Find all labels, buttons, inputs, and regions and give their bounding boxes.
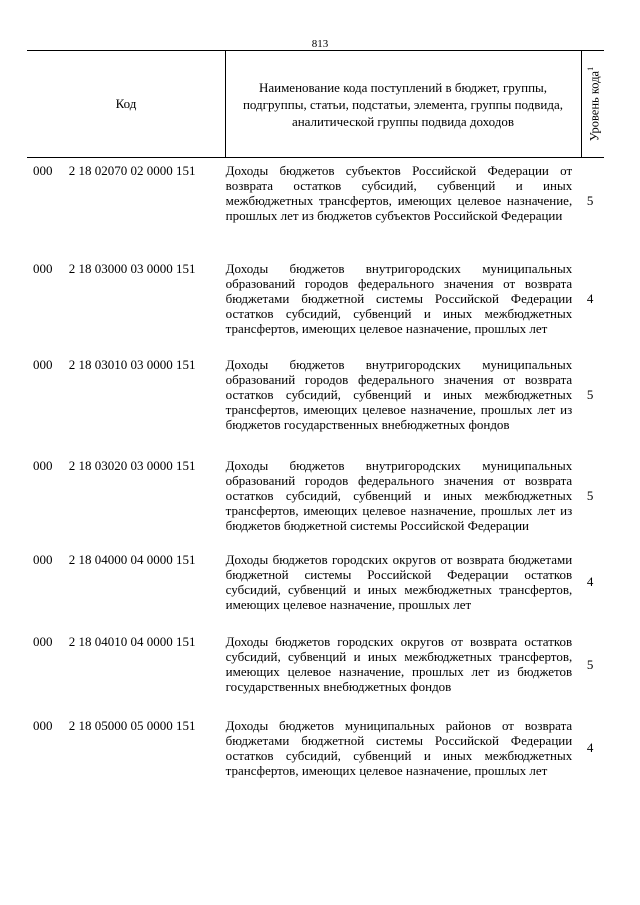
admin-code: 000 bbox=[33, 357, 53, 372]
table-body bbox=[27, 163, 604, 798]
page-number: 813 bbox=[311, 38, 329, 50]
table-row bbox=[27, 552, 604, 634]
revenue-code: 2 18 03000 03 0000 151 bbox=[68, 261, 196, 276]
revenue-code: 2 18 03020 03 0000 151 bbox=[68, 458, 196, 473]
table-row bbox=[27, 261, 604, 357]
table-header bbox=[27, 50, 604, 158]
header-name: Наименование кода поступлений в бюджет, группы, подгруппы, статьи, подстатьи, элемента, группы подвида, аналитической группы подвида доходов bbox=[242, 79, 564, 129]
code-level: 4 bbox=[586, 290, 594, 306]
code-level: 4 bbox=[586, 574, 594, 589]
table-row bbox=[27, 458, 604, 552]
revenue-code: 2 18 02070 02 0000 151 bbox=[68, 163, 196, 178]
code-level: 5 bbox=[586, 192, 594, 208]
header-divider bbox=[581, 51, 582, 157]
table-row bbox=[27, 163, 604, 261]
table-row bbox=[27, 634, 604, 718]
revenue-code: 2 18 04010 04 0000 151 bbox=[68, 634, 196, 649]
code-level: 5 bbox=[586, 386, 594, 402]
table-row bbox=[27, 718, 604, 798]
code-level: 4 bbox=[586, 740, 594, 755]
revenue-name: Доходы бюджетов внутригородских муниципальных образований городов федерального значения от возврата остатков субсидий, субвенций и иных межбюджетных трансфертов, имеющих целевое назначение, прошлых лет из бюджетов государственных внебюджетных фондов bbox=[225, 357, 573, 432]
table-row bbox=[27, 357, 604, 458]
revenue-name: Доходы бюджетов городских округов от возврата бюджетами бюджетной системы Российской Федерации остатков субсидий, субвенций и иных межбюджетных трансфертов, имеющих целевое назначение, прошлых лет bbox=[225, 552, 573, 612]
header-level bbox=[584, 51, 604, 157]
revenue-name: Доходы бюджетов внутригородских муниципальных образований городов федерального значения от возврата остатков субсидий, субвенций и иных межбюджетных трансфертов, имеющих целевое назначение, прошлых лет из бюджетов бюджетной системы Российской Федерации bbox=[225, 458, 573, 533]
revenue-code: 2 18 05000 05 0000 151 bbox=[68, 718, 196, 733]
admin-code: 000 bbox=[33, 163, 53, 178]
code-level: 5 bbox=[586, 657, 594, 672]
admin-code: 000 bbox=[33, 718, 53, 733]
header-level-label bbox=[586, 67, 602, 141]
admin-code: 000 bbox=[33, 458, 53, 473]
header-level-text: Уровень кода bbox=[587, 70, 602, 142]
admin-code: 000 bbox=[33, 634, 53, 649]
revenue-code: 2 18 04000 04 0000 151 bbox=[68, 552, 196, 567]
revenue-code: 2 18 03010 03 0000 151 bbox=[68, 357, 196, 372]
admin-code: 000 bbox=[33, 552, 53, 567]
revenue-name: Доходы бюджетов городских округов от возврата остатков субсидий, субвенций и иных межбюджетных трансфертов, имеющих целевое назначение, прошлых лет из бюджетов государственных внебюджетных фондов bbox=[225, 634, 573, 694]
code-level: 5 bbox=[586, 487, 594, 503]
header-code: Код bbox=[115, 96, 137, 111]
admin-code: 000 bbox=[33, 261, 53, 276]
revenue-name: Доходы бюджетов муниципальных районов от возврата бюджетами бюджетной системы Российской Федерации остатков субсидий, субвенций и иных межбюджетных трансфертов, имеющих целевое назначение, прошлых лет bbox=[225, 718, 573, 778]
revenue-name: Доходы бюджетов внутригородских муниципальных образований городов федерального значения от возврата бюджетами бюджетной системы Российской Федерации остатков субсидий, субвенций и иных межбюджетных трансфертов, имеющих целевое назначение, прошлых лет bbox=[225, 261, 573, 336]
header-level-footnote: 1 bbox=[585, 66, 595, 71]
revenue-name: Доходы бюджетов субъектов Российской Федерации от возврата остатков субсидий, субвенций и иных межбюджетных трансфертов, имеющих целевое назначение, прошлых лет из бюджетов субъектов Российской Федерации bbox=[225, 163, 573, 223]
